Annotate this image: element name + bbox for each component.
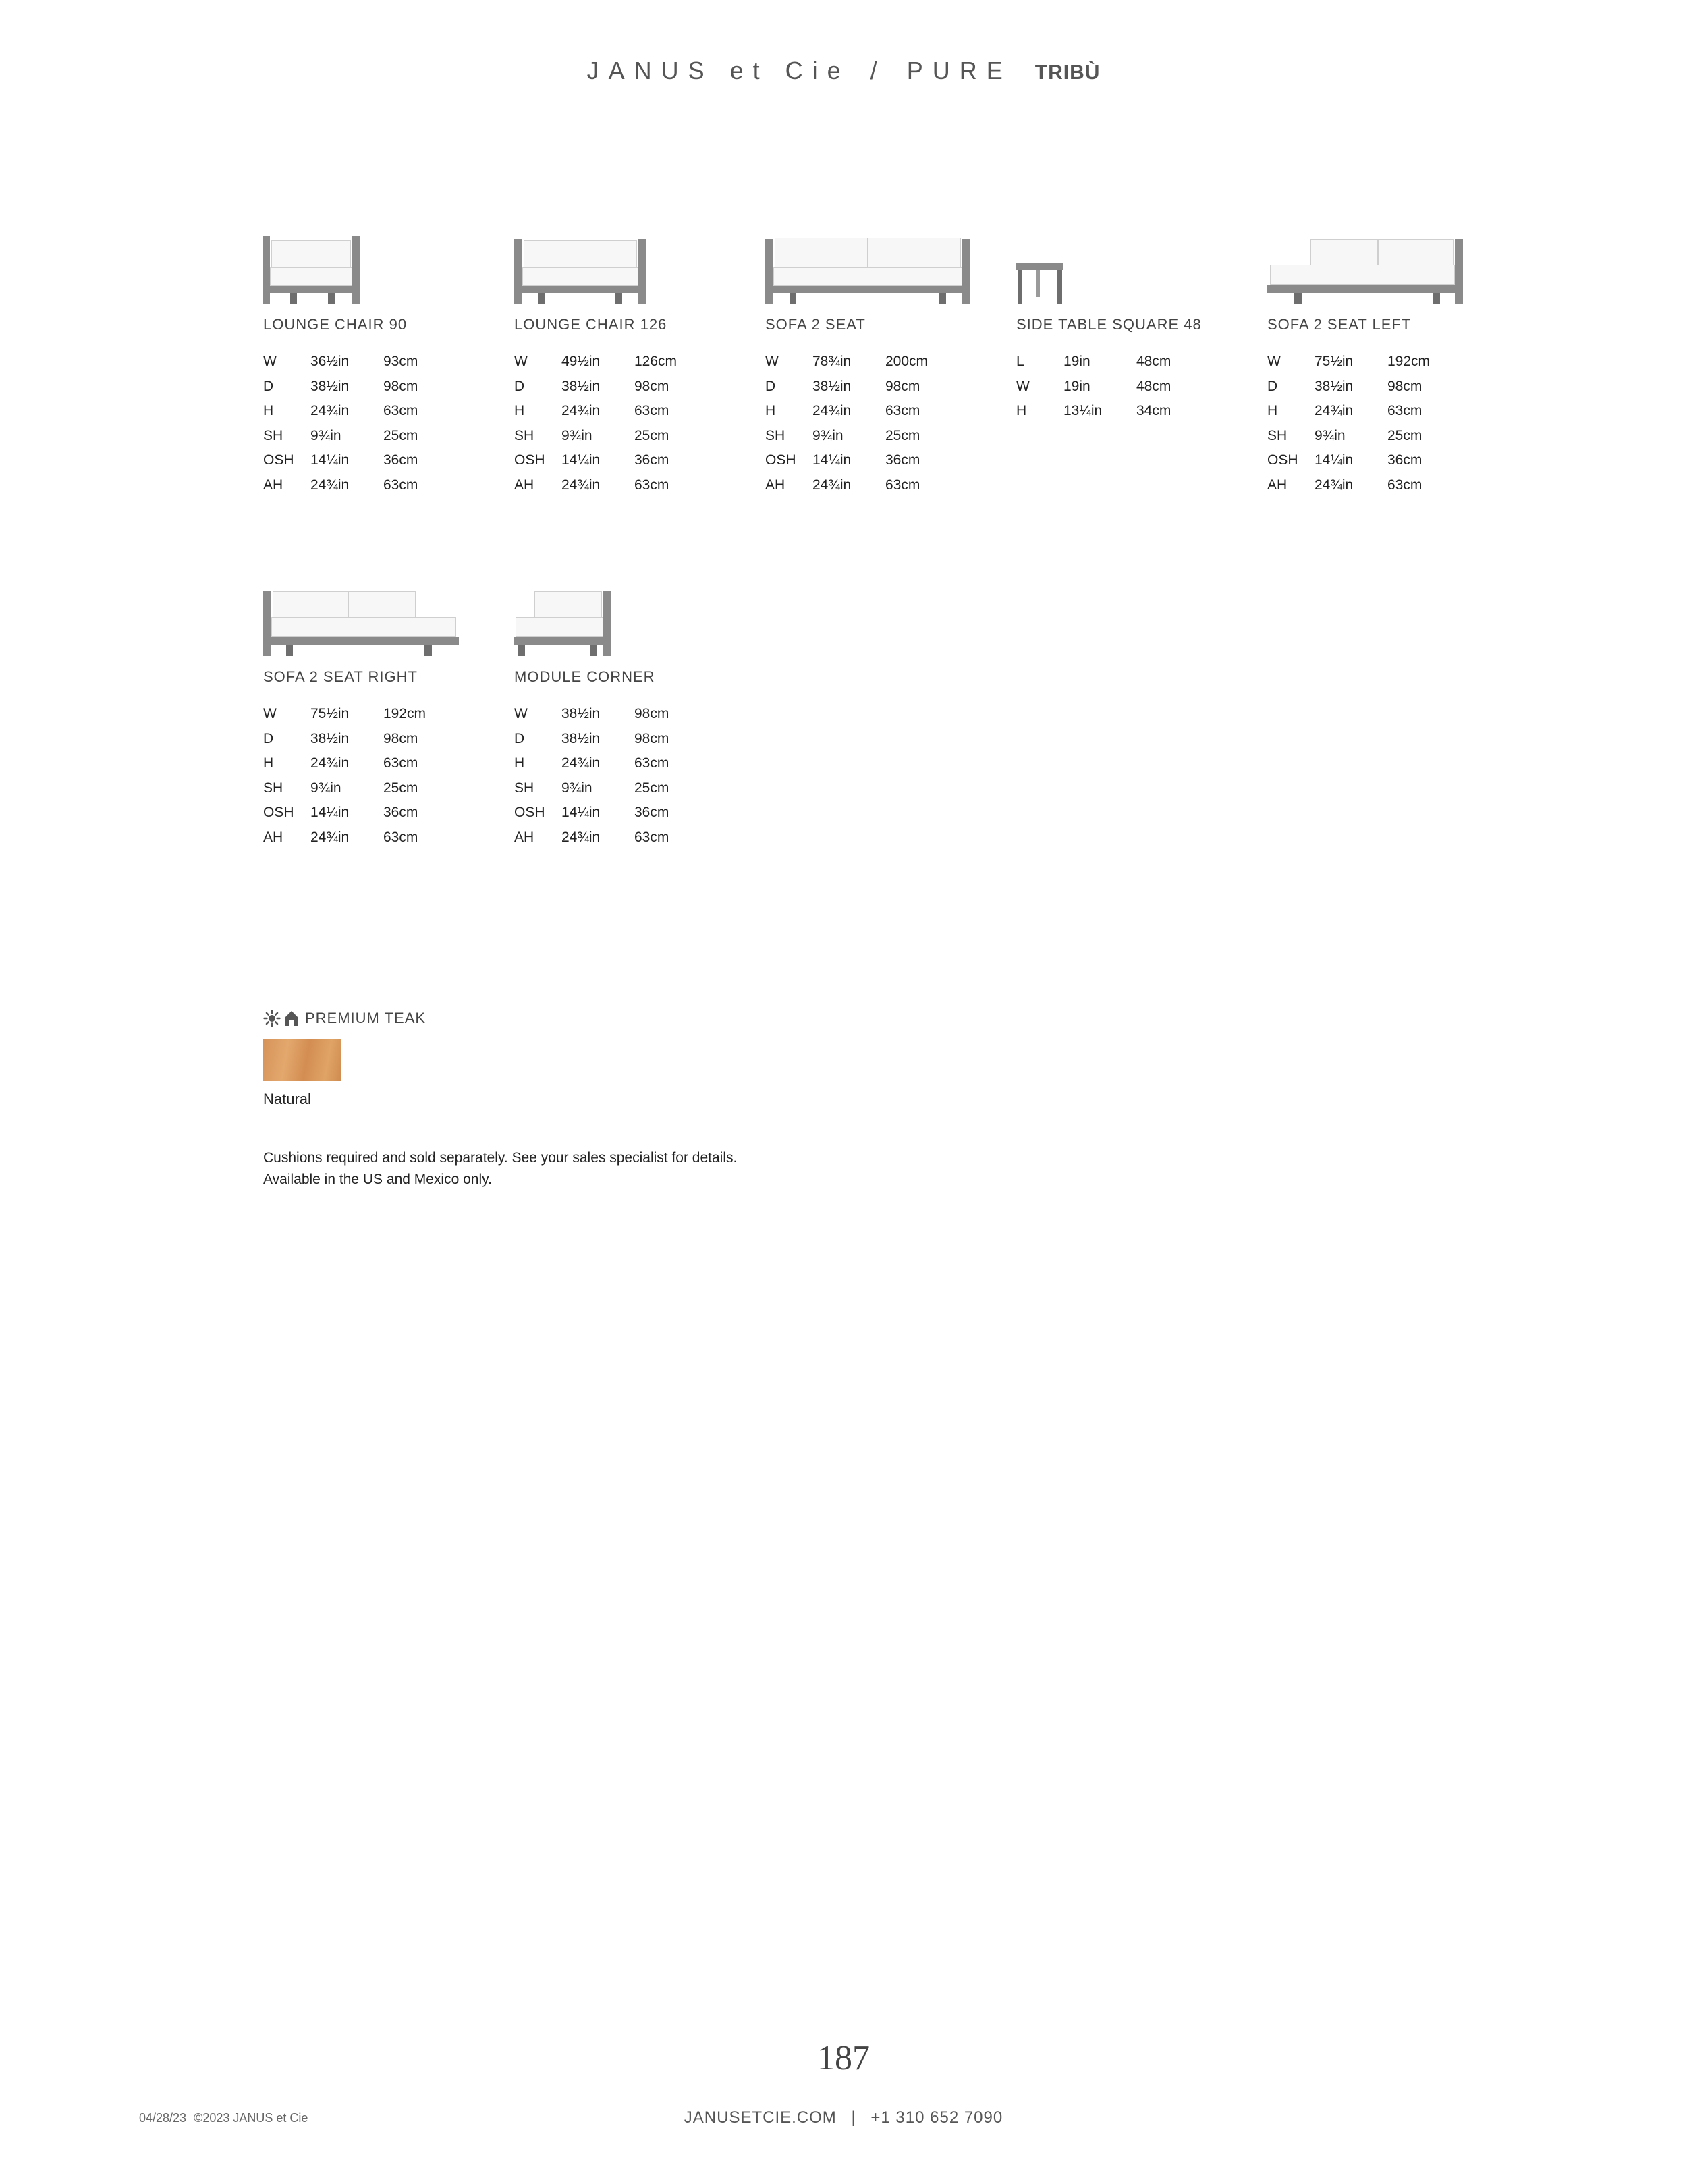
dimension-cell: 63cm (634, 476, 669, 493)
dimension-cell: D (263, 730, 274, 746)
dimension-cell: 36cm (634, 452, 669, 468)
product-image (1267, 223, 1497, 304)
dimension-cell: 13¼in (1063, 403, 1103, 419)
footer-divider: | (851, 2108, 856, 2127)
dimension-cell: 98cm (885, 378, 920, 394)
dimension-cell: 36cm (1387, 452, 1422, 468)
dimension-cell: W (1267, 354, 1281, 370)
dimension-cell: 38½in (561, 706, 601, 722)
dimension-cell: SH (263, 780, 283, 796)
table-row (1016, 399, 1217, 424)
product-name: LOUNGE CHAIR 90 (263, 316, 408, 333)
dimension-table (263, 702, 464, 850)
dimension-cell: 63cm (634, 403, 669, 419)
footer-contact (0, 2108, 1687, 2127)
table-row (514, 448, 715, 473)
table-row (263, 776, 464, 801)
dimension-cell: 24¾in (561, 755, 601, 771)
table-row (263, 424, 464, 449)
product-sofa-2-seat (765, 223, 995, 497)
dimension-cell: SH (1267, 427, 1288, 443)
dimension-cell: 75½in (1315, 354, 1354, 370)
dimension-cell: 98cm (383, 378, 418, 394)
table-row (765, 424, 966, 449)
table-row (765, 399, 966, 424)
dimension-cell: 25cm (383, 780, 418, 796)
dimension-cell: 63cm (383, 403, 418, 419)
dimension-cell: 24¾in (310, 829, 350, 845)
dimension-table (514, 350, 715, 497)
dimension-cell: AH (263, 476, 283, 493)
dimension-cell: L (1016, 354, 1024, 370)
dimension-cell: D (263, 378, 274, 394)
dimension-cell: 63cm (383, 755, 418, 771)
dimension-cell: 192cm (383, 706, 426, 722)
footer-copyright: ©2023 JANUS et Cie (194, 2111, 308, 2125)
product-lounge-chair-90 (263, 223, 493, 497)
table-row (514, 473, 715, 498)
dimension-cell: 34cm (1136, 403, 1171, 419)
dimension-cell: 9¾in (310, 427, 341, 443)
dimension-cell: 36cm (634, 804, 669, 821)
dimension-cell: 98cm (1387, 378, 1422, 394)
dimension-cell: 48cm (1136, 354, 1171, 370)
table-row (263, 702, 464, 727)
dimension-cell: H (263, 403, 274, 419)
dimension-cell: 78¾in (812, 354, 852, 370)
dimension-cell: H (514, 755, 525, 771)
dimension-cell: W (765, 354, 779, 370)
dimension-cell: 36cm (885, 452, 920, 468)
dimension-cell: 98cm (634, 378, 669, 394)
table-row (514, 727, 715, 752)
product-sofa-2-seat-right (263, 575, 493, 850)
dimension-cell: 19in (1063, 354, 1090, 370)
material-heading (263, 1010, 426, 1027)
dimension-cell: 63cm (634, 829, 669, 845)
dimension-cell: 36cm (383, 452, 418, 468)
dimension-cell: 25cm (634, 427, 669, 443)
sun-icon (263, 1010, 281, 1027)
dimension-cell: OSH (263, 452, 294, 468)
dimension-cell: 38½in (812, 378, 852, 394)
note-line: Cushions required and sold separately. See your sales specialist for details. (263, 1150, 738, 1166)
table-row (514, 375, 715, 400)
table-row (1267, 473, 1468, 498)
product-image (765, 223, 995, 304)
dimension-cell: 63cm (1387, 403, 1422, 419)
product-name: SIDE TABLE SQUARE 48 (1016, 316, 1202, 333)
dimension-cell: 9¾in (561, 427, 592, 443)
header-separator: / (870, 57, 887, 84)
dimension-cell: 24¾in (561, 829, 601, 845)
dimension-cell: SH (765, 427, 785, 443)
dimension-cell: 14¼in (561, 804, 601, 821)
footer-phone[interactable]: +1 310 652 7090 (870, 2108, 1003, 2127)
dimension-cell: D (765, 378, 776, 394)
dimension-cell: 36½in (310, 354, 350, 370)
dimension-cell: 98cm (383, 730, 418, 746)
notes (263, 1147, 737, 1191)
dimension-cell: 9¾in (310, 780, 341, 796)
dimension-table (263, 350, 464, 497)
table-row (1267, 448, 1468, 473)
dimension-cell: 14¼in (310, 804, 350, 821)
dimension-cell: SH (514, 780, 534, 796)
product-name: LOUNGE CHAIR 126 (514, 316, 667, 333)
swatch-label: Natural (263, 1091, 311, 1108)
dimension-cell: 9¾in (561, 780, 592, 796)
dimension-cell: 24¾in (561, 476, 601, 493)
table-row (514, 350, 715, 375)
dimension-cell: 25cm (383, 427, 418, 443)
dimension-table (1016, 350, 1217, 424)
home-icon (283, 1010, 300, 1027)
table-row (263, 350, 464, 375)
dimension-cell: 14¼in (561, 452, 601, 468)
dimension-cell: H (765, 403, 776, 419)
dimension-cell: 24¾in (1315, 476, 1354, 493)
dimension-cell: 25cm (634, 780, 669, 796)
dimension-cell: 24¾in (310, 403, 350, 419)
table-row (1267, 375, 1468, 400)
product-image (263, 575, 493, 656)
dimension-table (765, 350, 966, 497)
dimension-cell: SH (514, 427, 534, 443)
product-lounge-chair-126 (514, 223, 744, 497)
product-name: SOFA 2 SEAT LEFT (1267, 316, 1412, 333)
dimension-cell: 200cm (885, 354, 929, 370)
product-name: MODULE CORNER (514, 668, 655, 685)
dimension-cell: 25cm (885, 427, 920, 443)
dimension-cell: 38½in (310, 730, 350, 746)
dimension-cell: 24¾in (310, 476, 350, 493)
dimension-cell: H (514, 403, 525, 419)
dimension-cell: OSH (263, 804, 294, 821)
table-row (263, 825, 464, 850)
dimension-cell: OSH (765, 452, 796, 468)
dimension-cell: OSH (514, 804, 545, 821)
dimension-cell: 75½in (310, 706, 350, 722)
dimension-cell: OSH (1267, 452, 1298, 468)
dimension-cell: H (1267, 403, 1278, 419)
page-header (0, 57, 1687, 85)
dimension-cell: 38½in (561, 730, 601, 746)
dimension-cell: 49½in (561, 354, 601, 370)
dimension-cell: W (263, 706, 277, 722)
dimension-cell: AH (1267, 476, 1288, 493)
dimension-cell: 36cm (383, 804, 418, 821)
teak-swatch (263, 1039, 341, 1081)
table-row (765, 350, 966, 375)
table-row (514, 702, 715, 727)
footer-website[interactable]: JANUSETCIE.COM (684, 2108, 837, 2127)
dimension-cell: 24¾in (1315, 403, 1354, 419)
dimension-cell: 9¾in (1315, 427, 1346, 443)
collection-name: PURE (906, 57, 1012, 84)
dimension-cell: 98cm (634, 730, 669, 746)
dimension-cell: 24¾in (812, 476, 852, 493)
dimension-cell: 38½in (1315, 378, 1354, 394)
product-image (263, 223, 493, 304)
table-row (1267, 399, 1468, 424)
dimension-cell: 63cm (383, 476, 418, 493)
dimension-cell: 48cm (1136, 378, 1171, 394)
dimension-cell: 63cm (885, 476, 920, 493)
dimension-cell: 63cm (1387, 476, 1422, 493)
product-module-corner (514, 575, 744, 850)
dimension-table (514, 702, 715, 850)
page-number: 187 (817, 2039, 870, 2077)
dimension-cell: D (514, 730, 525, 746)
table-row (1267, 350, 1468, 375)
dimension-cell: AH (514, 829, 534, 845)
dimension-cell: AH (765, 476, 785, 493)
dimension-cell: 24¾in (812, 403, 852, 419)
table-row (263, 448, 464, 473)
table-row (765, 375, 966, 400)
material-name: PREMIUM TEAK (305, 1010, 426, 1027)
dimension-cell: H (1016, 403, 1027, 419)
dimension-cell: 93cm (383, 354, 418, 370)
table-row (514, 751, 715, 776)
table-row (263, 375, 464, 400)
table-row (1016, 350, 1217, 375)
table-row (263, 800, 464, 825)
dimension-cell: 38½in (310, 378, 350, 394)
dimension-cell: W (514, 354, 528, 370)
table-row (514, 825, 715, 850)
table-row (263, 727, 464, 752)
dimension-cell: 25cm (1387, 427, 1422, 443)
dimension-cell: H (263, 755, 274, 771)
dimension-cell: 63cm (634, 755, 669, 771)
dimension-cell: SH (263, 427, 283, 443)
dimension-cell: 126cm (634, 354, 677, 370)
dimension-cell: W (514, 706, 528, 722)
product-name: SOFA 2 SEAT (765, 316, 866, 333)
dimension-cell: W (1016, 378, 1030, 394)
table-row (1016, 375, 1217, 400)
table-row (514, 776, 715, 801)
table-row (263, 399, 464, 424)
dimension-cell: 9¾in (812, 427, 844, 443)
dimension-cell: 63cm (885, 403, 920, 419)
designer-name: TRIBÙ (1034, 61, 1101, 84)
dimension-cell: 192cm (1387, 354, 1431, 370)
dimension-cell: 24¾in (561, 403, 601, 419)
dimension-cell: 38½in (561, 378, 601, 394)
table-row (1267, 424, 1468, 449)
table-row (514, 424, 715, 449)
brand-name: JANUS et Cie (586, 57, 850, 84)
product-image (514, 223, 744, 304)
footer-date-text: 04/28/23 (139, 2111, 187, 2125)
dimension-table (1267, 350, 1468, 497)
dimension-cell: W (263, 354, 277, 370)
dimension-cell: 98cm (634, 706, 669, 722)
product-image (1016, 223, 1246, 304)
dimension-cell: OSH (514, 452, 545, 468)
table-row (514, 800, 715, 825)
table-row (765, 448, 966, 473)
dimension-cell: AH (514, 476, 534, 493)
table-row (263, 473, 464, 498)
product-image (514, 575, 744, 656)
dimension-cell: 14¼in (1315, 452, 1354, 468)
table-row (514, 399, 715, 424)
dimension-cell: 63cm (383, 829, 418, 845)
product-sofa-2-seat-left (1267, 223, 1497, 497)
dimension-cell: D (1267, 378, 1278, 394)
product-name: SOFA 2 SEAT RIGHT (263, 668, 418, 685)
note-line: Available in the US and Mexico only. (263, 1172, 492, 1187)
table-row (263, 751, 464, 776)
dimension-cell: D (514, 378, 525, 394)
dimension-cell: 24¾in (310, 755, 350, 771)
dimension-cell: AH (263, 829, 283, 845)
dimension-cell: 14¼in (812, 452, 852, 468)
table-row (765, 473, 966, 498)
product-side-table-square-48 (1016, 223, 1246, 424)
dimension-cell: 19in (1063, 378, 1090, 394)
dimension-cell: 14¼in (310, 452, 350, 468)
